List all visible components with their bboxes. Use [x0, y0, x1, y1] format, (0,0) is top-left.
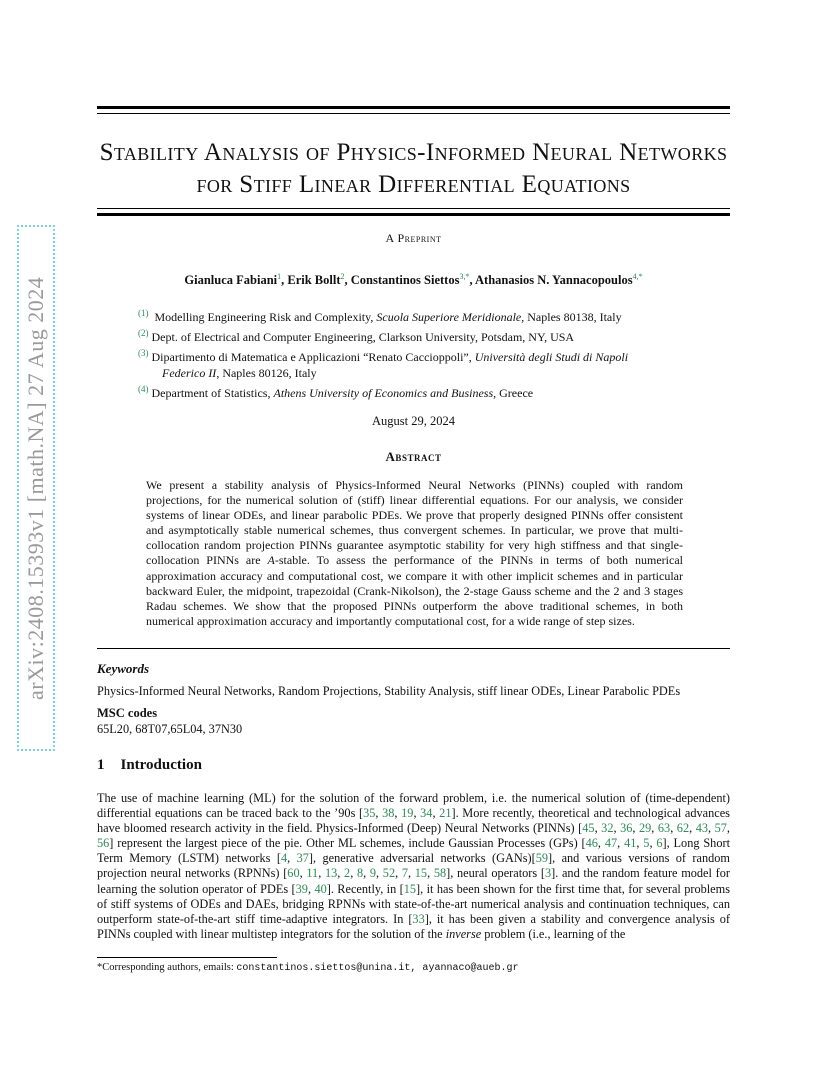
affiliation-item: $^{(2)}$ Dept. of Electrical and Computer Engineering, Clarkson University, Potsdam, NY, USA	[138, 328, 575, 344]
keywords-rule	[97, 648, 730, 649]
section-title: Introduction	[120, 757, 202, 773]
citation-link[interactable]: 47	[604, 836, 618, 851]
citation-link[interactable]: 29	[638, 821, 652, 836]
affiliation-institution: Università degli Studi di Napoli	[474, 350, 629, 364]
affiliation-list	[138, 305, 738, 401]
citation-link[interactable]: 34	[420, 806, 433, 821]
affiliation-continuation: Federico II, Naples 80126, Italy	[162, 366, 317, 380]
affiliation-number: (1)	[138, 308, 149, 318]
section-heading	[97, 757, 202, 774]
author-affiliation-mark[interactable]: 3,*	[459, 272, 470, 281]
introduction-paragraph: The use of machine learning (ML) for the solution of the forward problem, i.e. the numerical solution of (time-dependent) differential equations can be traced back to the ’90s [35, 38, 19, 34, 21]. More recently, theoretical and technological advances have bloomed research activity in the field. Physics-Informed (Deep) Neural Networks (PINNs) [45, 32, 36, 29, 63, 62, 43, 57, 56] represent the largest piece of the pie. Other ML schemes, include Gaussian Processes (GPs) [46, 47, 41, 5, 6], Long Short Term Memory (LSTM) networks [4, 37], generative adversarial networks (GANs)[59], and various versions of random projection neural networks (RPNNs) [60, 11, 13, 2, 8, 9, 52, 7, 15, 58], neural operators [3]. and the random feature model for learning the solution operator of PDEs [39, 40]. Recently, in [15], it has been shown for the first time that, for several problems of stiff systems of ODEs and DAEs, bridging RPNNs with state-of-the-art numerical analysis and continuation techniques, can outperform state-of-the-art stiff time-adaptive integrators. In [33], it has been given a stability and convergence analysis of PINNs coupled with linear multistep integrators for the solution of the inverse problem (i.e., learning of the	[97, 791, 730, 941]
title-rule-bottom	[97, 213, 730, 216]
msc-heading: MSC codes	[97, 706, 158, 720]
citation-link[interactable]: 13	[324, 866, 338, 881]
emphasis: inverse	[445, 926, 482, 941]
affiliation-number: (2)	[138, 328, 149, 338]
author-name: Erik Bollt	[287, 273, 341, 288]
abstract-math: A	[267, 553, 275, 568]
citation-link[interactable]: 60	[287, 866, 300, 881]
citation-link[interactable]: 9	[369, 866, 377, 881]
citation-link[interactable]: 52	[382, 866, 396, 881]
preprint-label: A Preprint	[385, 231, 442, 245]
citation-link[interactable]: 58	[433, 866, 447, 881]
footnote-prefix: *Corresponding authors, emails:	[97, 962, 237, 973]
footnote-emails[interactable]: constantinos.siettos@unina.it, ayannaco@aueb.gr	[236, 963, 519, 974]
citation-link[interactable]: 46	[585, 836, 598, 851]
paper-title: Stability Analysis of Physics-Informed Neural Networks for Stiff Linear Differential Equations	[99, 139, 728, 198]
title-rule-top	[97, 106, 730, 109]
title-rule-top-thin	[97, 113, 730, 114]
citation-link[interactable]: 15	[414, 866, 428, 881]
citation-link[interactable]: 32	[601, 821, 614, 836]
abstract-part-2: -stable. To assess the performance of the PINNs in terms of both numerical approximation accuracy and computational cost, we compare it with other implicit schemes and in particular backward Euler, the midpoint, trapezoidal (Crank-Nikolson), the 2-stage Gauss scheme and the 2 and 3 stages Radau schemes. We show that the proposed PINNs outperform the above traditional schemes, in both numerical approximation accuracy and importantly computational cost, for a wide range of step sizes.	[146, 553, 684, 628]
keywords-text: Physics-Informed Neural Networks, Random Projections, Stability Analysis, stiff linear ODEs, Linear Parabolic PDEs	[97, 684, 681, 698]
author-name: Constantinos Siettos	[350, 273, 460, 288]
affiliation-item: $^{(4)}$ Department of Statistics, Athens University of Economics and Business, Greece	[138, 384, 534, 400]
affiliation-item: $^{(3)}$ Dipartimento di Matematica e Applicazioni “Renato Caccioppoli”, Università degli Studi di Napoli Federico II, Naples 80126, Italy	[138, 345, 738, 381]
citation-link[interactable]: 35	[363, 806, 376, 821]
keywords-heading: Keywords	[97, 661, 149, 676]
citation-link[interactable]: 19	[401, 806, 414, 821]
author-affiliation-mark[interactable]: 4,*	[632, 272, 643, 281]
arxiv-stamp[interactable]: arXiv:2408.15393v1 [math.NA] 27 Aug 2024	[20, 228, 52, 748]
author-list: Gianluca Fabiani$^1$, Erik Bollt$^2$, Constantinos Siettos$^{3,*}$, Athanasios N. Yannacopoulos$^{4,*}$	[184, 272, 643, 288]
citation-link[interactable]: 3	[544, 866, 552, 881]
author-name: Gianluca Fabiani	[184, 273, 278, 288]
citation-link[interactable]: 57	[714, 821, 727, 836]
citation-link[interactable]: 39	[295, 881, 308, 896]
affiliation-number: (3)	[138, 348, 149, 358]
citation-link[interactable]: 4	[280, 851, 288, 866]
paper-date: August 29, 2024	[372, 414, 455, 428]
footnote-rule	[97, 957, 277, 958]
citation-link[interactable]: 7	[401, 866, 409, 881]
abstract-heading: Abstract	[385, 449, 442, 464]
citation-link[interactable]: 21	[439, 806, 452, 821]
affiliation-item: $^{(1)}$ Modelling Engineering Risk and Complexity, Scuola Superiore Meridionale, Naples 80138, Italy	[138, 308, 622, 324]
citation-link[interactable]: 62	[676, 821, 690, 836]
section-number: 1	[97, 757, 105, 773]
abstract-part-1: We present a stability analysis of Physics-Informed Neural Networks (PINNs) coupled with random projections, for the numerical solution of (stiff) linear differential equations. For our analysis, we consider systems of linear ODEs, and linear parabolic PDEs. We prove that properly designed PINNs offer consistent and asymptotically stable numerical schemes, thus convergent schemes. In particular, we prove that multi-collocation random projection PINNs guarantee asymptotic stability for very high stiffness and that single-collocation PINNs are	[146, 478, 683, 568]
title-rule-bottom-thin	[97, 208, 730, 209]
citation-link[interactable]: 38	[382, 806, 395, 821]
affiliation-institution: Athens University of Economics and Business	[273, 386, 494, 400]
affiliation-institution: Scuola Superiore Meridionale	[376, 310, 522, 324]
citation-link[interactable]: 8	[356, 866, 364, 881]
author-affiliation-mark[interactable]: 1	[277, 272, 282, 281]
citation-link[interactable]: 40	[314, 881, 327, 896]
author-name: Athanasios N. Yannacopoulos	[475, 273, 633, 288]
citation-link[interactable]: 59	[535, 851, 548, 866]
citation-link[interactable]: 45	[582, 821, 595, 836]
abstract-text	[146, 478, 683, 629]
author-affiliation-mark[interactable]: 2	[340, 272, 345, 281]
footnote	[97, 962, 518, 974]
citation-link[interactable]: 63	[657, 821, 671, 836]
citation-link[interactable]: 43	[695, 821, 708, 836]
citation-link[interactable]: 33	[412, 911, 425, 926]
citation-link[interactable]: 11	[306, 866, 319, 881]
citation-link[interactable]: 41	[624, 836, 637, 851]
citation-link[interactable]: 5	[643, 836, 650, 851]
citation-link[interactable]: 37	[296, 851, 309, 866]
citation-link[interactable]: 6	[656, 836, 663, 851]
citation-link[interactable]: 15	[403, 881, 417, 896]
msc-codes: 65L20, 68T07,65L04, 37N30	[97, 722, 243, 736]
citation-link[interactable]: 56	[97, 836, 110, 851]
affiliation-number: (4)	[138, 384, 149, 394]
citation-link[interactable]: 36	[620, 821, 633, 836]
citation-link[interactable]: 2	[344, 866, 351, 881]
